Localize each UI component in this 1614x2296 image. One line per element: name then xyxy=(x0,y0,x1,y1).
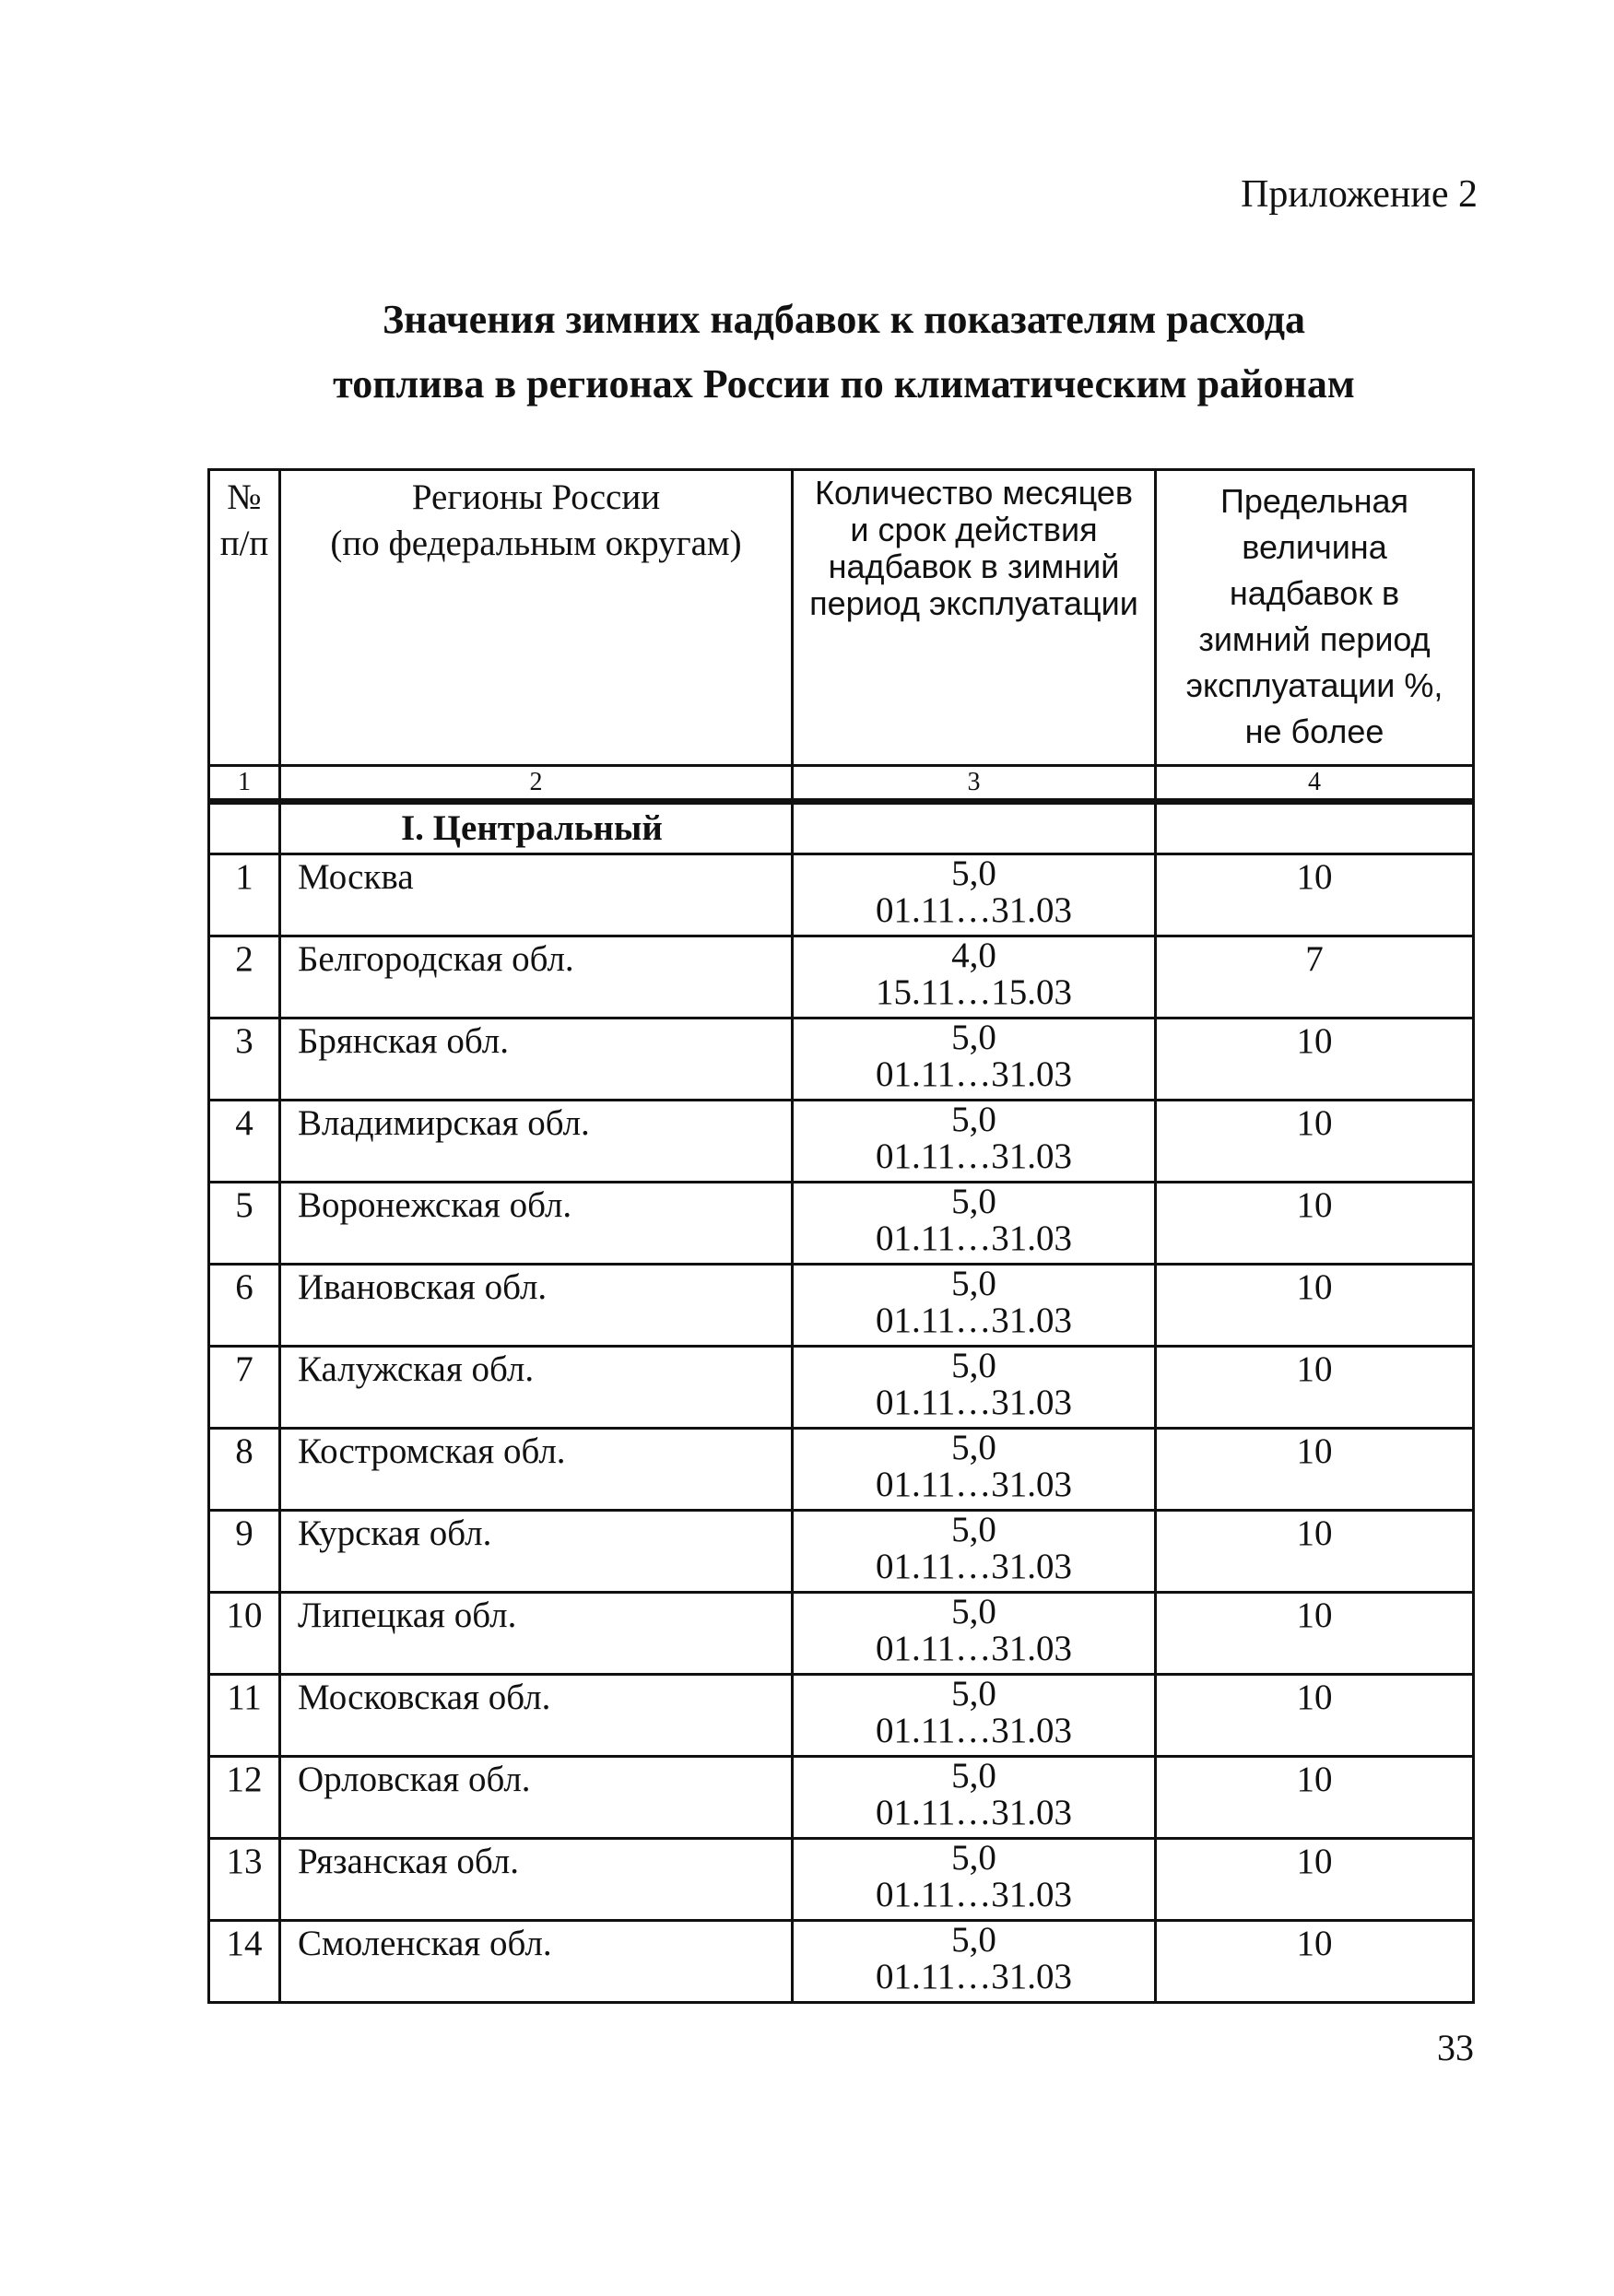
months-value: 5,0 xyxy=(951,1018,996,1057)
limit-value: 10 xyxy=(1156,1183,1474,1265)
row-number: 4 xyxy=(209,1101,280,1183)
row-number: 1 xyxy=(209,854,280,936)
region-name: Московская обл. xyxy=(280,1675,793,1757)
limit-value: 10 xyxy=(1156,1921,1474,2003)
months-value: 5,0 xyxy=(951,1346,996,1385)
period-value: 01.11…31.03 xyxy=(875,1219,1073,1258)
page-number: 33 xyxy=(1437,2027,1474,2068)
section-row xyxy=(209,802,1474,854)
header-number: № п/п xyxy=(209,470,280,766)
months-value: 5,0 xyxy=(951,1674,996,1713)
months-value: 5,0 xyxy=(951,1592,996,1631)
limit-value: 10 xyxy=(1156,1265,1474,1347)
column-number-row xyxy=(209,766,1474,802)
table-row xyxy=(209,1511,1474,1593)
period-value: 01.11…31.03 xyxy=(875,1301,1073,1340)
region-name: Липецкая обл. xyxy=(280,1593,793,1675)
months-period-cell xyxy=(793,1675,1156,1757)
months-period-cell xyxy=(793,1429,1156,1511)
row-number: 6 xyxy=(209,1265,280,1347)
limit-value: 10 xyxy=(1156,1757,1474,1839)
document-title xyxy=(0,288,1614,417)
row-number: 11 xyxy=(209,1675,280,1757)
months-value: 5,0 xyxy=(951,1510,996,1549)
winter-allowance-table xyxy=(207,468,1475,2004)
months-value: 5,0 xyxy=(951,1182,996,1221)
region-name: Орловская обл. xyxy=(280,1757,793,1839)
limit-value: 10 xyxy=(1156,1593,1474,1675)
table-row xyxy=(209,1347,1474,1429)
limit-value: 10 xyxy=(1156,1429,1474,1511)
row-number: 13 xyxy=(209,1839,280,1921)
months-value: 5,0 xyxy=(951,1428,996,1467)
months-period-cell xyxy=(793,1593,1156,1675)
table-row xyxy=(209,1018,1474,1101)
period-value: 01.11…31.03 xyxy=(875,1957,1073,1996)
section-title: I. Центральный xyxy=(280,802,793,854)
column-number: 4 xyxy=(1156,766,1474,802)
months-period-cell xyxy=(793,1018,1156,1101)
column-number: 2 xyxy=(280,766,793,802)
table-row xyxy=(209,1839,1474,1921)
months-value: 5,0 xyxy=(951,1264,996,1303)
region-name: Рязанская обл. xyxy=(280,1839,793,1921)
appendix-label: Приложение 2 xyxy=(1241,173,1478,216)
period-value: 01.11…31.03 xyxy=(875,1054,1073,1094)
row-number: 7 xyxy=(209,1347,280,1429)
months-value: 5,0 xyxy=(951,854,996,893)
period-value: 01.11…31.03 xyxy=(875,890,1073,930)
column-number: 1 xyxy=(209,766,280,802)
table-row xyxy=(209,1921,1474,2003)
period-value: 01.11…31.03 xyxy=(875,1629,1073,1668)
period-value: 01.11…31.03 xyxy=(875,1875,1073,1914)
months-period-cell xyxy=(793,1101,1156,1183)
period-value: 01.11…31.03 xyxy=(875,1383,1073,1422)
months-value: 5,0 xyxy=(951,1756,996,1796)
row-number: 2 xyxy=(209,936,280,1018)
table-row xyxy=(209,1429,1474,1511)
region-name: Белгородская обл. xyxy=(280,936,793,1018)
period-value: 01.11…31.03 xyxy=(875,1711,1073,1750)
period-value: 15.11…15.03 xyxy=(875,972,1073,1012)
months-period-cell xyxy=(793,1839,1156,1921)
months-period-cell xyxy=(793,1347,1156,1429)
table-row xyxy=(209,1101,1474,1183)
months-value: 5,0 xyxy=(951,1100,996,1139)
table-row xyxy=(209,854,1474,936)
table-row xyxy=(209,1183,1474,1265)
region-name: Брянская обл. xyxy=(280,1018,793,1101)
limit-value: 10 xyxy=(1156,1839,1474,1921)
limit-value: 10 xyxy=(1156,1101,1474,1183)
months-value: 4,0 xyxy=(951,936,996,975)
region-name: Воронежская обл. xyxy=(280,1183,793,1265)
region-name: Владимирская обл. xyxy=(280,1101,793,1183)
title-line-1: Значения зимних надбавок к показателям расхода xyxy=(382,297,1306,342)
months-period-cell xyxy=(793,1921,1156,2003)
title-line-2: топлива в регионах России по климатическим районам xyxy=(333,361,1355,406)
limit-value: 10 xyxy=(1156,854,1474,936)
row-number: 9 xyxy=(209,1511,280,1593)
row-number: 12 xyxy=(209,1757,280,1839)
column-number: 3 xyxy=(793,766,1156,802)
limit-value: 10 xyxy=(1156,1675,1474,1757)
region-name: Смоленская обл. xyxy=(280,1921,793,2003)
table-header-row xyxy=(209,470,1474,766)
months-period-cell xyxy=(793,1183,1156,1265)
row-number: 10 xyxy=(209,1593,280,1675)
header-months-period: Количество месяцев и срок действия надбавок в зимний период эксплуатации xyxy=(793,470,1156,766)
months-period-cell xyxy=(793,1265,1156,1347)
period-value: 01.11…31.03 xyxy=(875,1465,1073,1504)
header-limit-percent: Предельная величина надбавок в зимний период эксплуатации %, не более xyxy=(1156,470,1474,766)
region-name: Москва xyxy=(280,854,793,936)
table-row xyxy=(209,1675,1474,1757)
limit-value: 10 xyxy=(1156,1511,1474,1593)
limit-value: 10 xyxy=(1156,1347,1474,1429)
months-period-cell xyxy=(793,1757,1156,1839)
region-name: Калужская обл. xyxy=(280,1347,793,1429)
region-name: Костромская обл. xyxy=(280,1429,793,1511)
row-number: 8 xyxy=(209,1429,280,1511)
limit-value: 7 xyxy=(1156,936,1474,1018)
months-period-cell xyxy=(793,936,1156,1018)
table-row xyxy=(209,1593,1474,1675)
row-number: 14 xyxy=(209,1921,280,2003)
months-period-cell xyxy=(793,1511,1156,1593)
limit-value: 10 xyxy=(1156,1018,1474,1101)
period-value: 01.11…31.03 xyxy=(875,1136,1073,1176)
region-name: Курская обл. xyxy=(280,1511,793,1593)
header-region: Регионы России (по федеральным округам) xyxy=(280,470,793,766)
region-name: Ивановская обл. xyxy=(280,1265,793,1347)
row-number: 3 xyxy=(209,1018,280,1101)
period-value: 01.11…31.03 xyxy=(875,1547,1073,1586)
table-row xyxy=(209,1757,1474,1839)
months-value: 5,0 xyxy=(951,1838,996,1878)
table-row xyxy=(209,1265,1474,1347)
row-number: 5 xyxy=(209,1183,280,1265)
months-value: 5,0 xyxy=(951,1920,996,1960)
months-period-cell xyxy=(793,854,1156,936)
period-value: 01.11…31.03 xyxy=(875,1793,1073,1832)
table-row xyxy=(209,936,1474,1018)
